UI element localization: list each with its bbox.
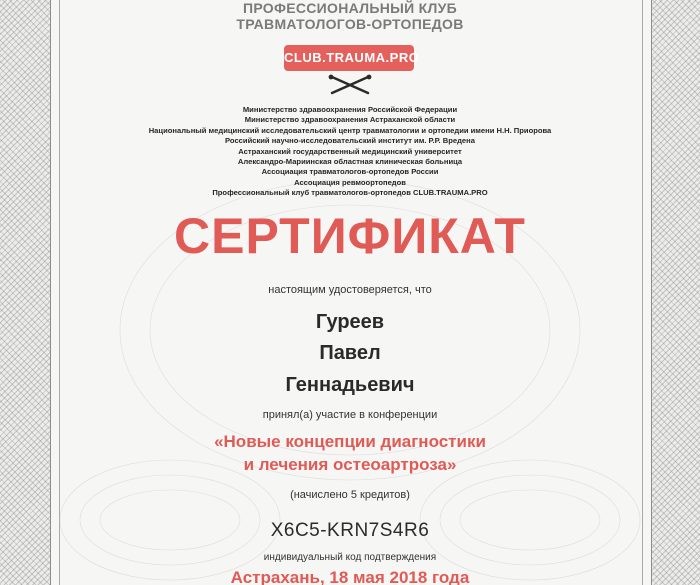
club-title-line1: ПРОФЕССИОНАЛЬНЫЙ КЛУБ [242,0,458,16]
guilloche-border-left [0,0,50,585]
organizations-list [60,105,640,199]
participation-text: принял(а) участие в конференции [262,409,438,421]
club-url-badge: CLUB.TRAUMA.PRO [284,45,414,71]
certificate-title: СЕРТИФИКАТ [174,208,526,264]
recipient-surname: Гуреев [315,311,385,333]
credits-text: (начислено 5 кредитов) [290,489,410,501]
city-and-date: Астрахань, 18 мая 2018 года [230,568,470,585]
confirmation-code: X6C5-KRN7S4R6 [270,520,430,541]
conference-title-line2: и лечения остеоартроза» [243,455,457,474]
hereby-text: настоящим удостоверяется, что [268,284,432,296]
club-title-line2: ТРАВМАТОЛОГОВ-ОРТОПЕДОВ [236,16,464,32]
organization-item: Астраханский государственный медицинский университет [238,146,462,156]
recipient-first-name: Павел [319,342,381,364]
organization-item: Профессиональный клуб травматологов-ортопедов CLUB.TRAUMA.PRO [212,188,488,198]
organization-item: Александро-Мариинская областная клиническая больница [237,157,463,167]
organization-item: Ассоциация ревмоортопедов [294,177,406,187]
organization-item: Ассоциация травматологов-ортопедов России [261,167,439,177]
conference-title-line1: «Новые концепции диагностики [214,432,486,451]
organization-item: Министерство здравоохранения Астраханской области [244,115,456,125]
crossed-instruments-icon [326,74,374,96]
organization-item: Министерство здравоохранения Российской Федерации [242,105,458,114]
certificate-content [60,0,640,585]
guilloche-border-right [650,0,700,585]
confirmation-code-label: индивидуальный код подтверждения [263,552,437,563]
organization-item: Российский научно-исследовательский институт им. Р.Р. Вредена [225,136,475,146]
organization-item: Национальный медицинский исследовательский центр травматологии и ортопедии имени Н.Н. Приорова [148,125,552,135]
recipient-patronymic: Геннадьевич [285,374,415,396]
